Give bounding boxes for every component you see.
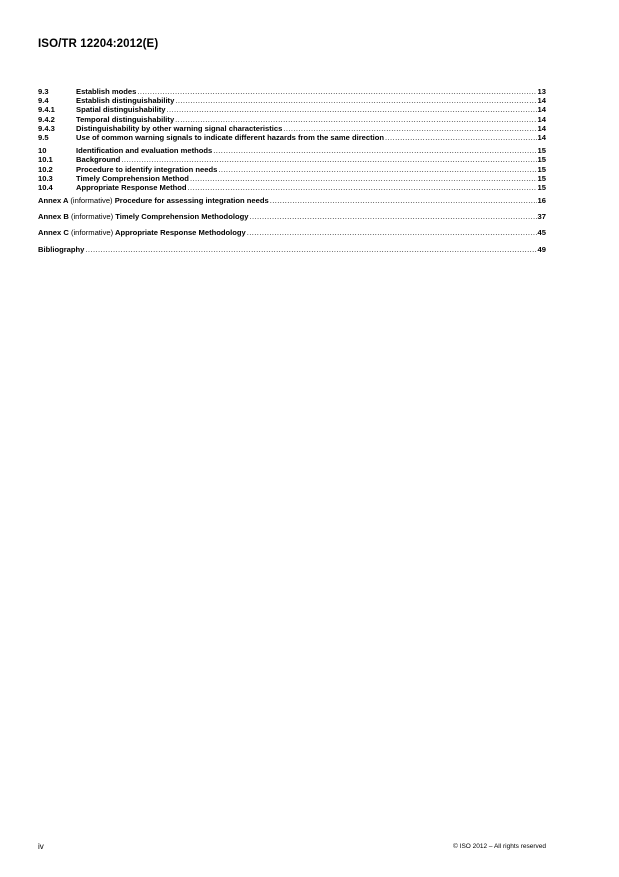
- toc-entry-10-4[interactable]: [38, 183, 546, 192]
- toc-entry-title: Identification and evaluation methods: [76, 146, 213, 156]
- table-of-contents: [38, 87, 546, 254]
- toc-entry-page: 14: [537, 123, 546, 133]
- toc-entry-page: 16: [537, 196, 546, 206]
- toc-entry-number: 9.5: [38, 132, 49, 142]
- toc-leader-dots: [175, 115, 536, 124]
- toc-entry-9-4-1[interactable]: [38, 105, 546, 114]
- annex-title: Timely Comprehension Methodology: [115, 212, 249, 222]
- toc-spacer: [38, 221, 546, 228]
- toc-entry-10[interactable]: [38, 146, 546, 155]
- toc-entry-number: 10.1: [38, 155, 53, 165]
- toc-entry-9-3[interactable]: [38, 87, 546, 96]
- toc-leader-dots: [175, 96, 536, 105]
- toc-entry-page: 14: [537, 96, 546, 106]
- annex-label: Annex B: [38, 212, 69, 222]
- toc-entry-number: 9.4.1: [38, 105, 55, 115]
- toc-entry-page: 45: [537, 228, 546, 238]
- toc-entry-page: 37: [537, 212, 546, 222]
- toc-leader-dots: [85, 245, 536, 254]
- toc-entry-title: Appropriate Response Method: [76, 182, 187, 192]
- annex-title: Procedure for assessing integration needs: [114, 196, 269, 206]
- toc-leader-dots: [249, 212, 536, 221]
- toc-entry-title: Spatial distinguishability: [76, 105, 166, 115]
- toc-spacer: [38, 205, 546, 212]
- toc-entry-page: 15: [537, 173, 546, 183]
- toc-annex-heading: [38, 196, 269, 205]
- toc-leader-dots: [121, 155, 536, 164]
- toc-entry-title: Use of common warning signals to indicate different hazards from the same direction: [76, 132, 385, 142]
- toc-entry-annex-b[interactable]: [38, 212, 546, 221]
- toc-spacer: [38, 238, 546, 245]
- toc-entry-title: Background: [76, 155, 121, 165]
- toc-entry-title: Establish distinguishability: [76, 96, 175, 106]
- toc-entry-page: 15: [537, 155, 546, 165]
- toc-leader-dots: [247, 228, 537, 237]
- toc-entry-title: Distinguishability by other warning signal characteristics: [76, 123, 283, 133]
- toc-entry-9-5[interactable]: [38, 133, 546, 142]
- annex-type: (informative): [70, 212, 114, 222]
- toc-entry-10-1[interactable]: [38, 155, 546, 164]
- toc-entry-9-4-3[interactable]: [38, 124, 546, 133]
- toc-annex-heading: [38, 228, 246, 237]
- toc-entry-9-4[interactable]: [38, 96, 546, 105]
- toc-leader-dots: [270, 196, 537, 205]
- toc-leader-dots: [283, 124, 536, 133]
- toc-entry-title: Timely Comprehension Method: [76, 173, 189, 183]
- toc-entry-number: 9.4: [38, 96, 49, 106]
- toc-leader-dots: [137, 87, 536, 96]
- toc-entry-page: 15: [537, 164, 546, 174]
- toc-entry-page: 13: [537, 87, 546, 96]
- toc-entry-number: 10: [38, 146, 47, 156]
- toc-entry-10-2[interactable]: [38, 165, 546, 174]
- annex-type: (informative): [70, 196, 113, 206]
- toc-entry-page: 49: [537, 244, 546, 254]
- toc-entry-9-4-2[interactable]: [38, 115, 546, 124]
- toc-leader-dots: [166, 105, 536, 114]
- annex-label: Annex C: [38, 228, 69, 238]
- toc-entry-page: 14: [537, 105, 546, 115]
- toc-leader-dots: [188, 183, 537, 192]
- toc-entry-number: 10.4: [38, 182, 53, 192]
- toc-entry-annex-a[interactable]: [38, 196, 546, 205]
- toc-entry-bibliography[interactable]: [38, 245, 546, 254]
- toc-annex-heading: [38, 212, 248, 221]
- annex-type: (informative): [70, 228, 114, 238]
- toc-entry-number: 10.2: [38, 164, 53, 174]
- toc-entry-number: 9.4.3: [38, 123, 55, 133]
- toc-entry-10-3[interactable]: [38, 174, 546, 183]
- toc-leader-dots: [385, 133, 537, 142]
- toc-entry-number: 9.3: [38, 87, 49, 96]
- toc-entry-number: 10.3: [38, 173, 53, 183]
- toc-entry-title: Procedure to identify integration needs: [76, 164, 218, 174]
- toc-leader-dots: [190, 174, 537, 183]
- annex-label: Annex A: [38, 196, 69, 206]
- toc-entry-title: Bibliography: [38, 244, 85, 254]
- toc-entry-title: Establish modes: [76, 87, 137, 96]
- copyright-notice: © ISO 2012 – All rights reserved: [453, 843, 546, 850]
- document-header-title: ISO/TR 12204:2012(E): [38, 38, 159, 50]
- page-number: iv: [38, 842, 44, 851]
- toc-leader-dots: [218, 165, 536, 174]
- toc-entry-title: Temporal distinguishability: [76, 114, 175, 124]
- toc-entry-page: 15: [537, 182, 546, 192]
- toc-entry-page: 14: [537, 114, 546, 124]
- toc-entry-page: 14: [537, 132, 546, 142]
- toc-entry-annex-c[interactable]: [38, 228, 546, 237]
- toc-entry-number: 9.4.2: [38, 114, 55, 124]
- toc-leader-dots: [213, 146, 536, 155]
- toc-entry-page: 15: [537, 146, 546, 156]
- annex-title: Appropriate Response Methodology: [114, 228, 246, 238]
